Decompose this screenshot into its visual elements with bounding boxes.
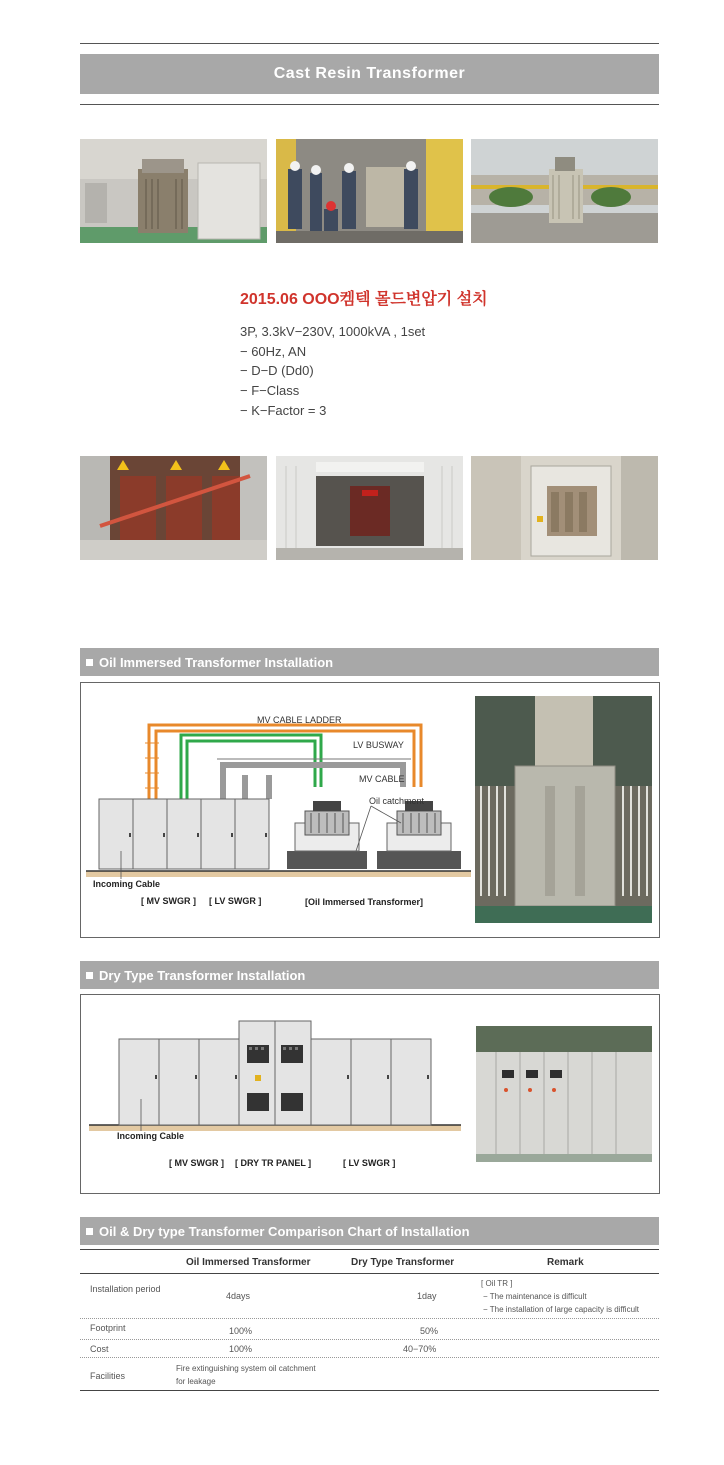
- table-header-remark: Remark: [547, 1257, 584, 1268]
- row-divider: [80, 1318, 659, 1319]
- row-divider: [80, 1339, 659, 1340]
- cast-resin-coils-photo: [80, 456, 267, 560]
- row-label-installation-period: Installation period: [90, 1284, 161, 1294]
- dry-installation-diagram: [80, 994, 660, 1194]
- lv-swgr-label: [ LV SWGR ]: [209, 896, 262, 906]
- spec-line: − 60Hz, AN: [240, 344, 307, 359]
- project-title: 2015.06 OOO켐텍 몰드변압기 설치: [240, 291, 488, 308]
- cell-dry-cost: 40−70%: [403, 1344, 437, 1354]
- oil-installation-diagram: [80, 682, 660, 938]
- dry-tr-panel-label: [ DRY TR PANEL ]: [235, 1158, 312, 1168]
- spec-line: − F−Class: [240, 383, 300, 398]
- lv-busway-label: LV BUSWAY: [353, 740, 404, 750]
- cell-dry-installation-period: 1day: [417, 1291, 437, 1301]
- mv-cable-ladder-label: MV CABLE LADDER: [257, 715, 342, 725]
- spec-line: − K−Factor = 3: [240, 403, 327, 418]
- cell-oil-footprint: 100%: [229, 1326, 253, 1336]
- cell-dry-footprint: 50%: [420, 1326, 439, 1336]
- mv-cable-label: MV CABLE: [359, 774, 405, 784]
- table-header-oil: Oil Immersed Transformer: [186, 1257, 311, 1268]
- oil-section-title: Oil Immersed Transformer Installation: [99, 654, 334, 670]
- transformer-panel-open-photo: [276, 456, 463, 560]
- transformer-room-photo: [80, 139, 267, 243]
- oil-tr-label: [Oil Immersed Transformer]: [305, 897, 424, 907]
- oil-section-header: [80, 648, 659, 676]
- oil-catchment-label: Oil catchment: [369, 796, 425, 806]
- page-title: Cast Resin Transformer: [80, 54, 659, 94]
- table-header-dry: Dry Type Transformer: [351, 1257, 455, 1268]
- incoming-cable-label: Incoming Cable: [117, 1131, 185, 1141]
- installation-crew-photo: [276, 139, 463, 243]
- comparison-section-header: [80, 1217, 659, 1245]
- remark-line: − The installation of large capacity is difficult: [483, 1305, 640, 1314]
- table-header-line: [80, 1273, 659, 1274]
- incoming-cable-label: Incoming Cable: [93, 879, 161, 889]
- dry-section-header: [80, 961, 659, 989]
- dry-section-title: Dry Type Transformer Installation: [99, 967, 306, 983]
- bullet-square-icon: [86, 659, 93, 666]
- remark-title: [ Oil TR ]: [481, 1279, 513, 1288]
- bullet-square-icon: [86, 1228, 93, 1235]
- oil-transformer-photo: [475, 696, 652, 923]
- mv-swgr-label: [ MV SWGR ]: [169, 1158, 224, 1168]
- row-label-cost: Cost: [90, 1344, 109, 1354]
- cell-oil-facilities: for leakage: [176, 1377, 216, 1386]
- table-bottom-line: [80, 1390, 659, 1391]
- row-label-facilities: Facilities: [90, 1371, 126, 1381]
- remark-line: − The maintenance is difficult: [483, 1292, 587, 1301]
- cell-oil-installation-period: 4days: [226, 1291, 251, 1301]
- row-divider: [80, 1357, 659, 1358]
- row-label-footprint: Footprint: [90, 1323, 126, 1333]
- cell-oil-facilities: Fire extinguishing system oil catchment: [176, 1364, 316, 1373]
- bullet-square-icon: [86, 972, 93, 979]
- title-divider: [80, 104, 659, 105]
- table-top-line: [80, 1249, 659, 1250]
- lv-swgr-label: [ LV SWGR ]: [343, 1158, 396, 1168]
- transformer-cabinet-photo: [471, 456, 658, 560]
- comparison-section-title: Oil & Dry type Transformer Comparison Chart of Installation: [99, 1223, 470, 1239]
- mv-swgr-label: [ MV SWGR ]: [141, 896, 196, 906]
- cell-oil-cost: 100%: [229, 1344, 253, 1354]
- top-divider: [80, 43, 659, 44]
- spec-line: 3P, 3.3kV−230V, 1000kVA , 1set: [240, 324, 426, 339]
- outdoor-transformer-photo: [471, 139, 658, 243]
- dry-transformer-photo: [476, 1026, 652, 1162]
- spec-line: − D−D (Dd0): [240, 363, 314, 378]
